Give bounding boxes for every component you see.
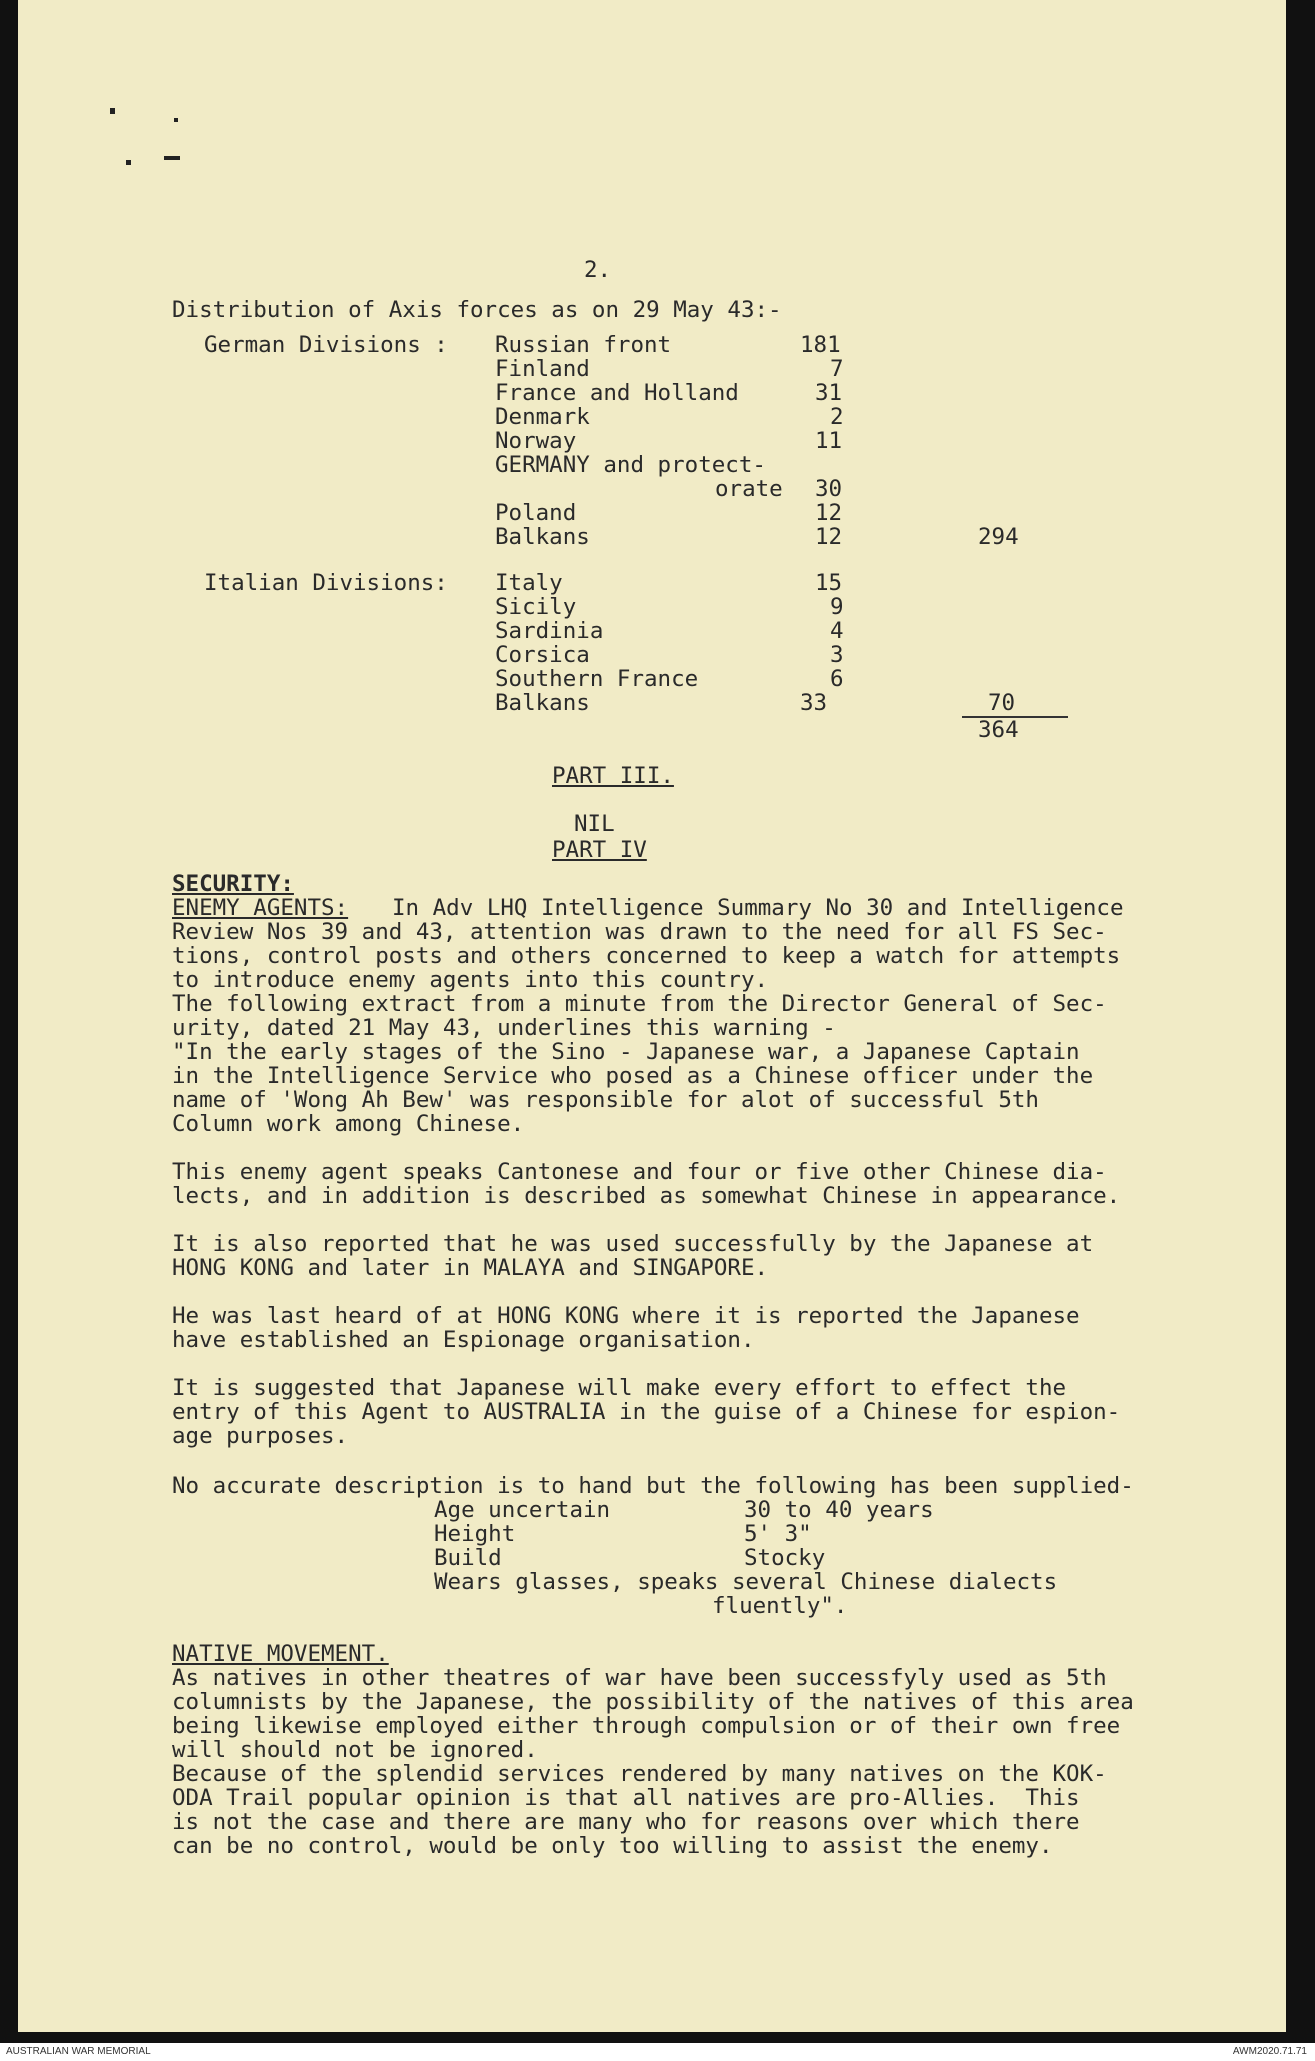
german-count: 2 xyxy=(830,404,844,430)
archive-footer xyxy=(0,2043,1315,2061)
grand-total: 364 xyxy=(978,717,1019,743)
description-label: Height xyxy=(434,1521,516,1547)
native-movement-heading: NATIVE MOVEMENT. xyxy=(172,1641,389,1667)
italian-count: 6 xyxy=(830,666,844,692)
punch-mark xyxy=(110,108,115,114)
italian-count: 3 xyxy=(830,642,844,668)
german-count: 30 xyxy=(815,476,843,502)
security-line: in the Intelligence Service who posed as a Chinese officer under the xyxy=(172,1063,1094,1089)
security-line: urity, dated 21 May 43, underlines this warning - xyxy=(172,1015,836,1041)
security-line: tions, control posts and others concerned to keep a watch for attempts xyxy=(172,943,1121,969)
german-count: 12 xyxy=(815,524,843,550)
punch-mark xyxy=(126,160,131,165)
footer-institution: AUSTRALIAN WAR MEMORIAL xyxy=(6,2046,151,2057)
german-place: Norway xyxy=(495,428,577,454)
description-extra: Wears glasses, speaks several Chinese dialects xyxy=(434,1569,1058,1595)
native-line: can be no control, would be only too willing to assist the enemy. xyxy=(172,1833,1053,1859)
italian-place: Sicily xyxy=(495,594,577,620)
security-line: He was last heard of at HONG KONG where it is reported the Japanese xyxy=(172,1303,1080,1329)
security-line: It is suggested that Japanese will make every effort to effect the xyxy=(172,1375,1067,1401)
german-divisions-label: German Divisions : xyxy=(204,332,448,358)
italian-place: Italy xyxy=(495,570,563,596)
description-label: Build xyxy=(434,1545,502,1571)
german-total: 294 xyxy=(978,524,1019,550)
part-iii-text: NIL xyxy=(574,811,615,837)
native-line: ODA Trail popular opinion is that all natives are pro-Allies. This xyxy=(172,1785,1080,1811)
german-count: 11 xyxy=(815,428,843,454)
description-extra: fluently". xyxy=(712,1593,848,1619)
footer-reference: AWM2020.71.71 xyxy=(1232,2046,1307,2057)
security-heading: SECURITY: xyxy=(172,871,294,897)
italian-count: 33 xyxy=(800,690,828,716)
italian-place: Southern France xyxy=(495,666,699,692)
security-line: have established an Espionage organisation. xyxy=(172,1327,755,1353)
german-count: 181 xyxy=(800,332,841,358)
native-line: is not the case and there are many who for reasons over which there xyxy=(172,1809,1080,1835)
german-count: 12 xyxy=(815,500,843,526)
security-line: to introduce enemy agents into this country. xyxy=(172,967,769,993)
native-line: will should not be ignored. xyxy=(172,1737,538,1763)
native-line: being likewise employed either through compulsion or of their own free xyxy=(172,1713,1121,1739)
distribution-heading: Distribution of Axis forces as on 29 May 43:- xyxy=(172,297,782,323)
enemy-agents-label: ENEMY AGENTS: xyxy=(172,895,349,921)
description-label: Age uncertain xyxy=(434,1497,611,1523)
punch-mark xyxy=(174,118,178,122)
security-line: Review Nos 39 and 43, attention was drawn to the need for all FS Sec- xyxy=(172,919,1107,945)
security-line: It is also reported that he was used successfully by the Japanese at xyxy=(172,1231,1094,1257)
security-line: The following extract from a minute from the Director General of Sec- xyxy=(172,991,1107,1017)
description-value: 30 to 40 years xyxy=(744,1497,934,1523)
italian-count: 15 xyxy=(815,570,843,596)
part-iii-heading: PART III. xyxy=(552,763,674,789)
german-place: GERMANY and protect- xyxy=(495,452,766,478)
german-place: Russian front xyxy=(495,332,672,358)
italian-place: Sardinia xyxy=(495,618,604,644)
german-place: Poland xyxy=(495,500,577,526)
security-line: "In the early stages of the Sino - Japanese war, a Japanese Captain xyxy=(172,1039,1080,1065)
italian-divisions-label: Italian Divisions: xyxy=(204,570,448,596)
document-page xyxy=(18,0,1286,2032)
security-line: This enemy agent speaks Cantonese and four or five other Chinese dia- xyxy=(172,1159,1107,1185)
native-line: As natives in other theatres of war have been successfyly used as 5th xyxy=(172,1665,1107,1691)
german-place: Balkans xyxy=(495,524,590,550)
italian-place: Corsica xyxy=(495,642,590,668)
description-value: 5' 3" xyxy=(744,1521,812,1547)
security-line: lects, and in addition is described as somewhat Chinese in appearance. xyxy=(172,1183,1121,1209)
description-value: Stocky xyxy=(744,1545,826,1571)
security-line: Column work among Chinese. xyxy=(172,1111,525,1137)
security-line: In Adv LHQ Intelligence Summary No 30 and Intelligence xyxy=(392,895,1124,921)
italian-count: 4 xyxy=(830,618,844,644)
security-line: age purposes. xyxy=(172,1423,349,1449)
native-line: columnists by the Japanese, the possibility of the natives of this area xyxy=(172,1689,1134,1715)
german-place: orate xyxy=(715,476,783,502)
italian-total: 70 xyxy=(988,690,1016,716)
german-place: France and Holland xyxy=(495,380,739,406)
security-line: name of 'Wong Ah Bew' was responsible for alot of successful 5th xyxy=(172,1087,1039,1113)
security-line: HONG KONG and later in MALAYA and SINGAPORE. xyxy=(172,1255,769,1281)
punch-mark xyxy=(164,156,180,160)
security-line: No accurate description is to hand but the following has been supplied- xyxy=(172,1473,1134,1499)
security-line: entry of this Agent to AUSTRALIA in the guise of a Chinese for espion- xyxy=(172,1399,1121,1425)
german-place: Denmark xyxy=(495,404,590,430)
native-line: Because of the splendid services rendered by many natives on the KOK- xyxy=(172,1761,1107,1787)
italian-count: 9 xyxy=(830,594,844,620)
german-place: Finland xyxy=(495,356,590,382)
german-count: 7 xyxy=(830,356,844,382)
german-count: 31 xyxy=(815,380,843,406)
part-iv-heading: PART IV xyxy=(552,837,647,863)
page-number: 2. xyxy=(584,257,612,283)
italian-place: Balkans xyxy=(495,690,590,716)
